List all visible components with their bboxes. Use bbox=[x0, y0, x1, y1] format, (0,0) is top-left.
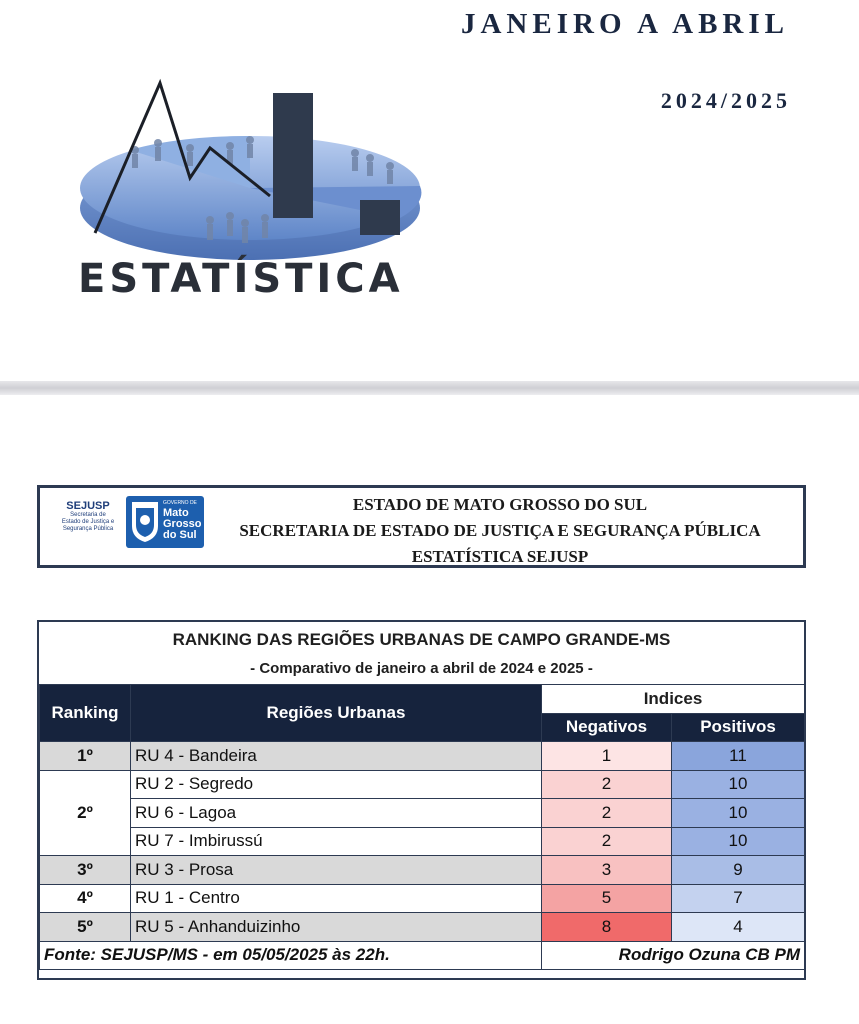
positive-cell: 9 bbox=[672, 856, 805, 885]
rank-cell: 5º bbox=[40, 913, 131, 942]
period-years: 2024/2025 bbox=[660, 88, 791, 113]
institution-line-1: ESTADO DE MATO GROSSO DO SUL bbox=[352, 495, 648, 514]
period-title: JANEIRO A ABRIL bbox=[460, 8, 789, 40]
rank-cell: 3º bbox=[40, 856, 131, 885]
institution-lines bbox=[200, 492, 800, 570]
region-cell: RU 3 - Prosa bbox=[131, 856, 542, 885]
region-cell: RU 7 - Imbirussú bbox=[131, 827, 542, 856]
logo-word: ESTATÍSTICA bbox=[78, 256, 404, 302]
sejusp-name: SEJUSP bbox=[66, 500, 110, 512]
positive-cell: 7 bbox=[672, 884, 805, 913]
col-negative-header: Negativos bbox=[542, 713, 672, 742]
rank-cell: 1º bbox=[40, 742, 131, 771]
page-divider bbox=[0, 381, 859, 395]
col-positive-header: Positivos bbox=[672, 713, 805, 742]
negative-cell: 5 bbox=[542, 884, 672, 913]
ranking-panel bbox=[37, 620, 806, 980]
negative-cell: 1 bbox=[542, 742, 672, 771]
table-row bbox=[40, 799, 805, 828]
state-gov-label: GOVERNO DE bbox=[163, 500, 197, 506]
positive-cell: 10 bbox=[672, 799, 805, 828]
table-row bbox=[40, 770, 805, 799]
sejusp-subtitle-2: Estado de Justiça e bbox=[61, 519, 115, 525]
region-cell: RU 1 - Centro bbox=[131, 884, 542, 913]
institution-line-2: SECRETARIA DE ESTADO DE JUSTIÇA E SEGURANÇA PÚBLICA bbox=[239, 521, 761, 540]
shield-icon bbox=[130, 500, 160, 544]
sejusp-subtitle-3: Segurança Pública bbox=[62, 526, 114, 532]
ranking-title: RANKING DAS REGIÕES URBANAS DE CAMPO GRANDE-MS bbox=[172, 630, 671, 649]
positive-cell: 10 bbox=[672, 827, 805, 856]
region-cell: RU 4 - Bandeira bbox=[131, 742, 542, 771]
negative-cell: 2 bbox=[542, 827, 672, 856]
rank-cell: 4º bbox=[40, 884, 131, 913]
table-row bbox=[40, 742, 805, 771]
state-name-line-2: Grosso bbox=[163, 518, 202, 530]
state-name bbox=[163, 508, 202, 541]
table-row bbox=[40, 827, 805, 856]
positive-cell: 10 bbox=[672, 770, 805, 799]
col-regions-header: Regiões Urbanas bbox=[131, 685, 542, 742]
region-cell: RU 2 - Segredo bbox=[131, 770, 542, 799]
institution-header bbox=[37, 485, 806, 568]
ranking-table bbox=[39, 684, 805, 970]
table-row bbox=[40, 884, 805, 913]
negative-cell: 2 bbox=[542, 770, 672, 799]
source-note: Fonte: SEJUSP/MS - em 05/05/2025 às 22h. bbox=[40, 941, 542, 970]
table-row bbox=[40, 913, 805, 942]
negative-cell: 2 bbox=[542, 799, 672, 828]
table-row bbox=[40, 856, 805, 885]
state-logo bbox=[126, 496, 204, 548]
region-cell: RU 6 - Lagoa bbox=[131, 799, 542, 828]
table-footer bbox=[40, 941, 805, 970]
ranking-subtitle: - Comparativo de janeiro a abril de 2024 e 2025 - bbox=[250, 660, 593, 677]
institution-line-3: ESTATÍSTICA SEJUSP bbox=[411, 547, 589, 566]
positive-cell: 11 bbox=[672, 742, 805, 771]
state-name-line-1: Mato bbox=[163, 507, 189, 519]
positive-cell: 4 bbox=[672, 913, 805, 942]
sejusp-logo bbox=[52, 496, 202, 558]
author-note: Rodrigo Ozuna CB PM bbox=[542, 941, 805, 970]
statistics-logo bbox=[70, 78, 460, 308]
col-ranking-header: Ranking bbox=[40, 685, 131, 742]
sejusp-subtitle-1: Secretaria de bbox=[70, 512, 106, 518]
rank-cell: 2º bbox=[40, 770, 131, 856]
region-cell: RU 5 - Anhanduizinho bbox=[131, 913, 542, 942]
col-indices-header: Indices bbox=[542, 685, 805, 714]
state-name-line-3: do Sul bbox=[163, 529, 197, 541]
negative-cell: 3 bbox=[542, 856, 672, 885]
negative-cell: 8 bbox=[542, 913, 672, 942]
